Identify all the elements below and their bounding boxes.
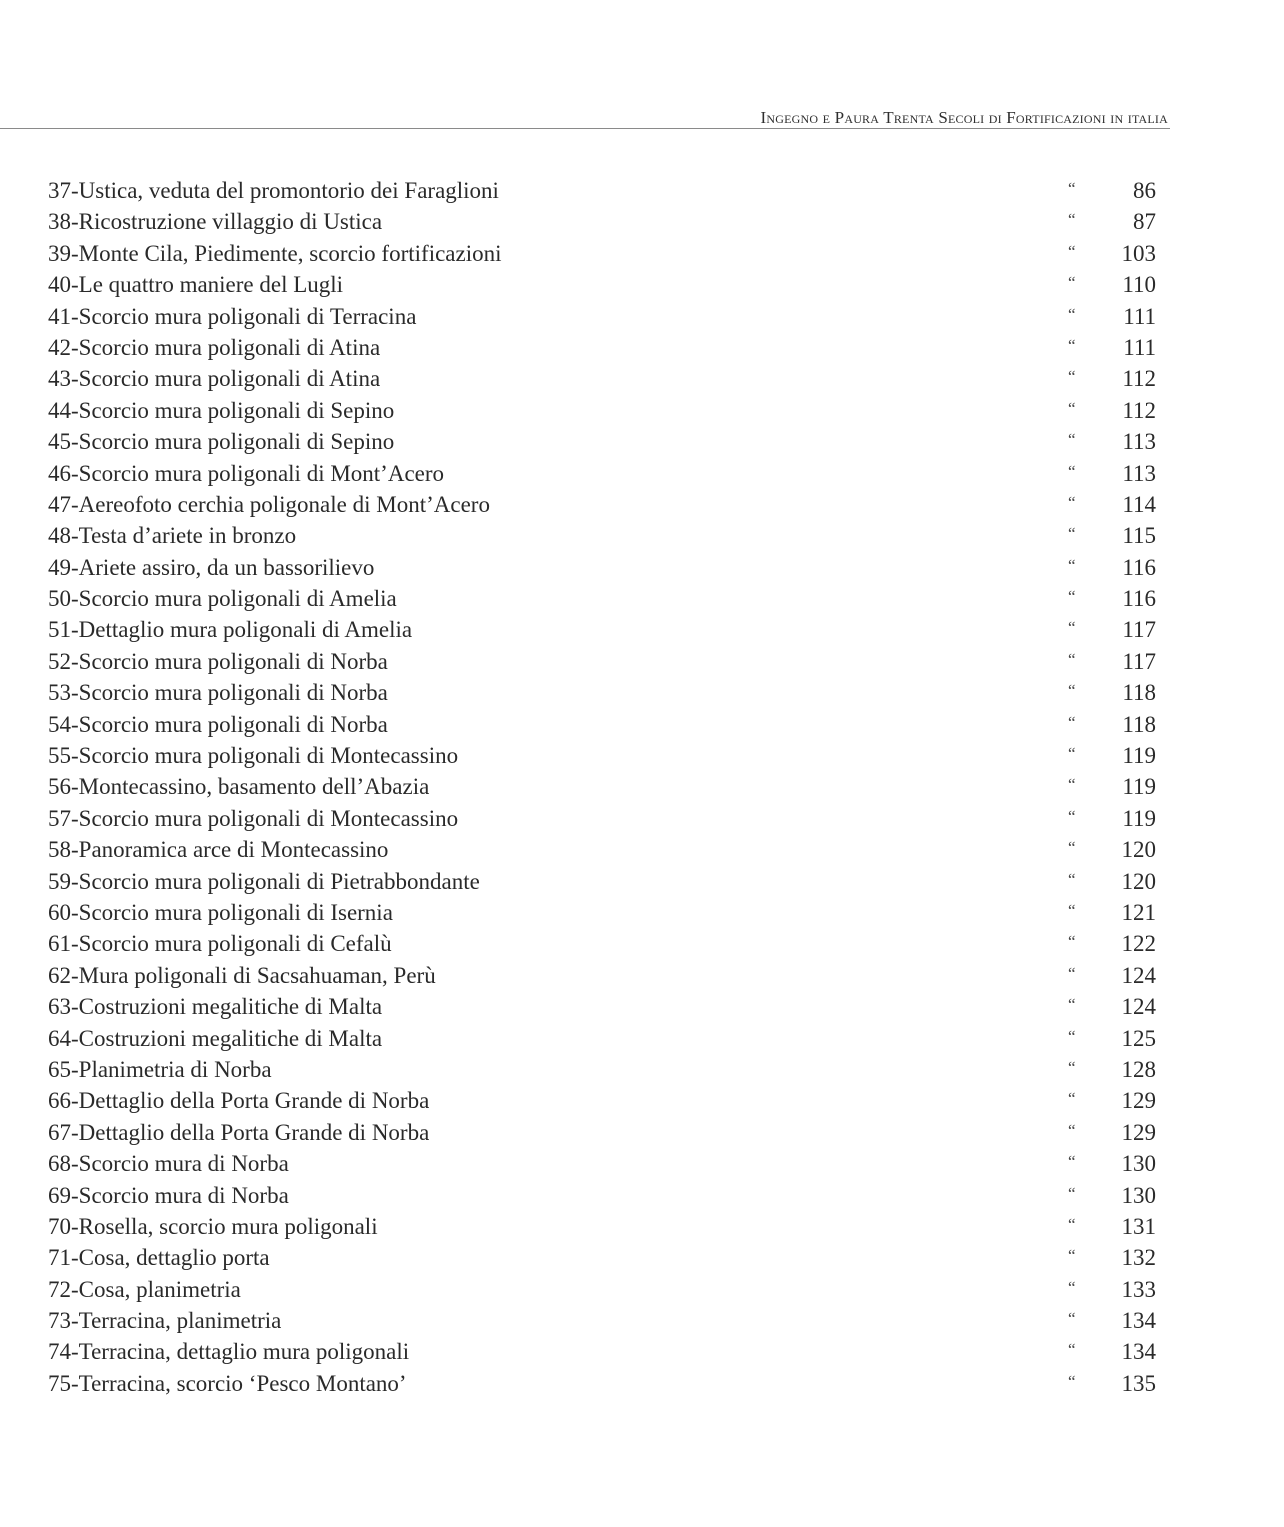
entry-page-number: 131: [1121, 1213, 1156, 1239]
list-item: [48, 363, 1158, 394]
ditto-mark: “: [1068, 900, 1076, 920]
ditto-mark: “: [1068, 304, 1076, 324]
entry-title: 74-Terracina, dettaglio mura poligonali: [48, 1339, 410, 1365]
list-item: [48, 1148, 1158, 1179]
entry-title: 48-Testa d’ariete in bronzo: [48, 523, 297, 549]
list-item: [48, 614, 1158, 645]
list-item: [48, 1274, 1158, 1305]
entry-page-number: 114: [1122, 491, 1156, 517]
list-item: [48, 960, 1158, 991]
ditto-mark: “: [1068, 367, 1076, 387]
list-item: [48, 677, 1158, 708]
list-item: [48, 866, 1158, 897]
list-item: [48, 426, 1158, 457]
list-item: [48, 552, 1158, 583]
list-item: [48, 395, 1158, 426]
entry-title: 54-Scorcio mura poligonali di Norba: [48, 711, 388, 737]
ditto-mark: “: [1068, 838, 1076, 858]
ditto-mark: “: [1068, 1089, 1076, 1109]
entry-title: 50-Scorcio mura poligonali di Amelia: [48, 586, 397, 612]
entry-title: 67-Dettaglio della Porta Grande di Norba: [48, 1119, 430, 1145]
list-item: [48, 1305, 1158, 1336]
entry-page-number: 124: [1121, 962, 1156, 988]
list-item: [48, 269, 1158, 300]
entry-title: 41-Scorcio mura poligonali di Terracina: [48, 303, 417, 329]
entry-title: 63-Costruzioni megalitiche di Malta: [48, 994, 383, 1020]
entry-page-number: 113: [1122, 429, 1156, 455]
list-item: [48, 1085, 1158, 1116]
entry-title: 65-Planimetria di Norba: [48, 1056, 272, 1082]
ditto-mark: “: [1068, 1152, 1076, 1172]
entry-title: 71-Cosa, dettaglio porta: [48, 1245, 270, 1271]
list-item: [48, 771, 1158, 802]
ditto-mark: “: [1068, 555, 1076, 575]
list-item: [48, 583, 1158, 614]
entry-page-number: 124: [1121, 994, 1156, 1020]
entry-title: 52-Scorcio mura poligonali di Norba: [48, 648, 388, 674]
ditto-mark: “: [1068, 587, 1076, 607]
list-item: [48, 520, 1158, 551]
entry-page-number: 111: [1123, 334, 1156, 360]
entry-page-number: 119: [1122, 743, 1156, 769]
entry-title: 60-Scorcio mura poligonali di Isernia: [48, 899, 393, 925]
list-item: [48, 332, 1158, 363]
ditto-mark: “: [1068, 398, 1076, 418]
entry-page-number: 129: [1121, 1119, 1156, 1145]
entry-title: 62-Mura poligonali di Sacsahuaman, Perù: [48, 962, 436, 988]
running-header: Ingegno e Paura Trenta Secoli di Fortificazioni in italia: [760, 108, 1168, 127]
ditto-mark: “: [1068, 1057, 1076, 1077]
entry-title: 68-Scorcio mura di Norba: [48, 1151, 289, 1177]
list-item: [48, 928, 1158, 959]
ditto-mark: “: [1068, 524, 1076, 544]
entry-page-number: 116: [1122, 586, 1156, 612]
list-item: [48, 1242, 1158, 1273]
ditto-mark: “: [1068, 869, 1076, 889]
entry-title: 38-Ricostruzione villaggio di Ustica: [48, 209, 383, 235]
entry-title: 56-Montecassino, basamento dell’Abazia: [48, 774, 430, 800]
list-item: [48, 489, 1158, 520]
list-item: [48, 238, 1158, 269]
entry-title: 58-Panoramica arce di Montecassino: [48, 837, 389, 863]
ditto-mark: “: [1068, 241, 1076, 261]
ditto-mark: “: [1068, 210, 1076, 230]
entry-title: 64-Costruzioni megalitiche di Malta: [48, 1025, 383, 1051]
ditto-mark: “: [1068, 775, 1076, 795]
header-rule: [0, 128, 1170, 129]
entry-title: 47-Aereofoto cerchia poligonale di Mont’Acero: [48, 491, 490, 517]
entry-page-number: 119: [1122, 774, 1156, 800]
entry-page-number: 134: [1121, 1308, 1156, 1334]
ditto-mark: “: [1068, 744, 1076, 764]
list-item: [48, 1117, 1158, 1148]
ditto-mark: “: [1068, 963, 1076, 983]
entry-title: 57-Scorcio mura poligonali di Montecassino: [48, 805, 459, 831]
entry-title: 59-Scorcio mura poligonali di Pietrabbondante: [48, 868, 480, 894]
list-item: [48, 1054, 1158, 1085]
ditto-mark: “: [1068, 1120, 1076, 1140]
entry-title: 43-Scorcio mura poligonali di Atina: [48, 366, 381, 392]
list-item: [48, 834, 1158, 865]
ditto-mark: “: [1068, 1246, 1076, 1266]
ditto-mark: “: [1068, 1371, 1076, 1391]
list-item: [48, 991, 1158, 1022]
entry-page-number: 122: [1121, 931, 1156, 957]
entry-page-number: 112: [1122, 366, 1156, 392]
entry-title: 72-Cosa, planimetria: [48, 1276, 241, 1302]
ditto-mark: “: [1068, 1309, 1076, 1329]
ditto-mark: “: [1068, 1277, 1076, 1297]
entry-title: 49-Ariete assiro, da un bassorilievo: [48, 554, 375, 580]
ditto-mark: “: [1068, 430, 1076, 450]
entry-title: 75-Terracina, scorcio ‘Pesco Montano’: [48, 1370, 407, 1396]
ditto-mark: “: [1068, 1183, 1076, 1203]
entry-title: 46-Scorcio mura poligonali di Mont’Acero: [48, 460, 445, 486]
entry-title: 61-Scorcio mura poligonali di Cefalù: [48, 931, 392, 957]
entry-title: 39-Monte Cila, Piedimente, scorcio fortificazioni: [48, 240, 502, 266]
entry-page-number: 117: [1122, 648, 1156, 674]
entry-title: 69-Scorcio mura di Norba: [48, 1182, 289, 1208]
ditto-mark: “: [1068, 461, 1076, 481]
ditto-mark: “: [1068, 681, 1076, 701]
entry-page-number: 128: [1121, 1056, 1156, 1082]
list-item: [48, 646, 1158, 677]
entry-page-number: 133: [1121, 1276, 1156, 1302]
ditto-mark: “: [1068, 932, 1076, 952]
entry-page-number: 111: [1123, 303, 1156, 329]
ditto-mark: “: [1068, 1214, 1076, 1234]
entry-page-number: 135: [1121, 1370, 1156, 1396]
entry-title: 66-Dettaglio della Porta Grande di Norba: [48, 1088, 430, 1114]
entry-page-number: 117: [1122, 617, 1156, 643]
list-item: [48, 1336, 1158, 1367]
entry-page-number: 120: [1121, 868, 1156, 894]
entry-page-number: 103: [1121, 240, 1156, 266]
entry-page-number: 130: [1121, 1151, 1156, 1177]
entry-page-number: 134: [1121, 1339, 1156, 1365]
list-item: [48, 1211, 1158, 1242]
list-item: [48, 1023, 1158, 1054]
entry-page-number: 118: [1122, 711, 1156, 737]
list-item: [48, 803, 1158, 834]
entry-page-number: 130: [1121, 1182, 1156, 1208]
entry-page-number: 116: [1122, 554, 1156, 580]
list-item: [48, 458, 1158, 489]
list-item: [48, 709, 1158, 740]
entry-page-number: 110: [1122, 272, 1156, 298]
list-item: [48, 1368, 1158, 1399]
entry-title: 37-Ustica, veduta del promontorio dei Faraglioni: [48, 178, 499, 203]
list-item: [48, 1180, 1158, 1211]
entry-title: 45-Scorcio mura poligonali di Sepino: [48, 429, 395, 455]
entry-title: 73-Terracina, planimetria: [48, 1308, 282, 1334]
list-item: [48, 301, 1158, 332]
ditto-mark: “: [1068, 712, 1076, 732]
entry-title: 40-Le quattro maniere del Lugli: [48, 272, 344, 298]
ditto-mark: “: [1068, 1340, 1076, 1360]
entry-title: 55-Scorcio mura poligonali di Montecassino: [48, 743, 459, 769]
entry-page-number: 132: [1121, 1245, 1156, 1271]
illustration-list: [48, 175, 1158, 1399]
ditto-mark: “: [1068, 492, 1076, 512]
entry-page-number: 120: [1121, 837, 1156, 863]
list-item: [48, 897, 1158, 928]
ditto-mark: “: [1068, 1026, 1076, 1046]
entry-page-number: 112: [1122, 397, 1156, 423]
entry-page-number: 121: [1121, 899, 1156, 925]
entry-page-number: 129: [1121, 1088, 1156, 1114]
entry-page-number: 125: [1121, 1025, 1156, 1051]
entry-title: 70-Rosella, scorcio mura poligonali: [48, 1213, 378, 1239]
entry-title: 51-Dettaglio mura poligonali di Amelia: [48, 617, 413, 643]
entry-page-number: 119: [1122, 805, 1156, 831]
entry-page-number: 87: [1133, 209, 1156, 235]
entry-page-number: 86: [1133, 178, 1156, 203]
ditto-mark: “: [1068, 649, 1076, 669]
list-item: [48, 175, 1158, 206]
entry-title: 42-Scorcio mura poligonali di Atina: [48, 334, 381, 360]
ditto-mark: “: [1068, 335, 1076, 355]
entry-page-number: 118: [1122, 680, 1156, 706]
ditto-mark: “: [1068, 179, 1076, 198]
entry-title: 44-Scorcio mura poligonali di Sepino: [48, 397, 395, 423]
ditto-mark: “: [1068, 995, 1076, 1015]
list-item: [48, 206, 1158, 237]
entry-page-number: 115: [1122, 523, 1156, 549]
ditto-mark: “: [1068, 273, 1076, 293]
ditto-mark: “: [1068, 806, 1076, 826]
entry-page-number: 113: [1122, 460, 1156, 486]
list-item: [48, 740, 1158, 771]
entry-title: 53-Scorcio mura poligonali di Norba: [48, 680, 388, 706]
ditto-mark: “: [1068, 618, 1076, 638]
